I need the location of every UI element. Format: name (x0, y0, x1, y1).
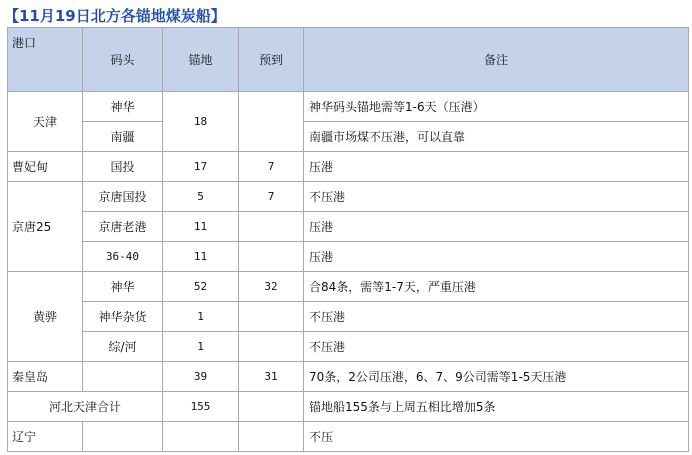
header-port: 港口 (8, 28, 83, 92)
anchorage-cell: 39 (163, 362, 239, 392)
remarks-cell: 不压港 (304, 332, 689, 362)
remarks-cell: 合84条，需等1-7天，严重压港 (304, 272, 689, 302)
port-jingtang: 京唐25 (8, 182, 83, 272)
dock-cell: 神华 (83, 92, 163, 122)
dock-cell: 综/河 (83, 332, 163, 362)
expected-cell: 7 (239, 152, 304, 182)
port-qinhuangdao: 秦皇岛 (8, 362, 83, 392)
anchorage-cell: 155 (163, 392, 239, 422)
remarks-cell: 锚地船155条与上周五相比增加5条 (304, 392, 689, 422)
dock-cell: 国投 (83, 152, 163, 182)
table-row (8, 152, 689, 182)
table-row (8, 332, 689, 362)
dock-cell: 36-40 (83, 242, 163, 272)
header-expected: 预到 (239, 28, 304, 92)
remarks-cell: 不压 (304, 422, 689, 452)
dock-cell (83, 422, 163, 452)
dock-cell: 神华杂货 (83, 302, 163, 332)
expected-cell (239, 422, 304, 452)
remarks-cell: 不压港 (304, 182, 689, 212)
anchorage-cell: 5 (163, 182, 239, 212)
remarks-cell: 神华码头锚地需等1-6天（压港） (304, 92, 689, 122)
dock-cell: 京唐老港 (83, 212, 163, 242)
table-row (8, 182, 689, 212)
anchorage-cell: 17 (163, 152, 239, 182)
table-row (8, 392, 689, 422)
anchorage-cell: 11 (163, 242, 239, 272)
table-row (8, 302, 689, 332)
anchorage-cell: 11 (163, 212, 239, 242)
port-liaoning: 辽宁 (8, 422, 83, 452)
header-remarks: 备注 (304, 28, 689, 92)
dock-cell: 神华 (83, 272, 163, 302)
anchorage-cell: 1 (163, 332, 239, 362)
expected-cell (239, 332, 304, 362)
port-huanghua: 黄骅 (8, 272, 83, 362)
remarks-cell: 压港 (304, 212, 689, 242)
table-row (8, 92, 689, 122)
port-caofeidian: 曹妃甸 (8, 152, 83, 182)
remarks-cell: 压港 (304, 152, 689, 182)
anchorage-cell: 52 (163, 272, 239, 302)
table-row (8, 122, 689, 152)
header-anchorage: 锚地 (163, 28, 239, 92)
remarks-cell: 不压港 (304, 302, 689, 332)
total-label: 河北天津合计 (8, 392, 163, 422)
coal-ships-table (7, 27, 689, 452)
table-row (8, 362, 689, 392)
dock-cell (83, 362, 163, 392)
dock-cell: 京唐国投 (83, 182, 163, 212)
table-header-row (8, 28, 689, 92)
expected-cell (239, 392, 304, 422)
expected-cell (239, 92, 304, 152)
table-row (8, 242, 689, 272)
remarks-cell: 压港 (304, 242, 689, 272)
expected-cell: 7 (239, 182, 304, 212)
expected-cell: 31 (239, 362, 304, 392)
table-row (8, 422, 689, 452)
expected-cell (239, 212, 304, 242)
expected-cell: 32 (239, 272, 304, 302)
remarks-cell: 70条，2公司压港，6、7、9公司需等1-5天压港 (304, 362, 689, 392)
page-title: 【11月19日北方各锚地煤炭船】 (4, 7, 226, 25)
anchorage-cell: 1 (163, 302, 239, 332)
anchorage-cell: 18 (163, 92, 239, 152)
expected-cell (239, 242, 304, 272)
expected-cell (239, 302, 304, 332)
header-dock: 码头 (83, 28, 163, 92)
table-row (8, 272, 689, 302)
port-tianjin: 天津 (8, 92, 83, 152)
remarks-cell: 南疆市场煤不压港，可以直靠 (304, 122, 689, 152)
dock-cell: 南疆 (83, 122, 163, 152)
table-row (8, 212, 689, 242)
anchorage-cell (163, 422, 239, 452)
